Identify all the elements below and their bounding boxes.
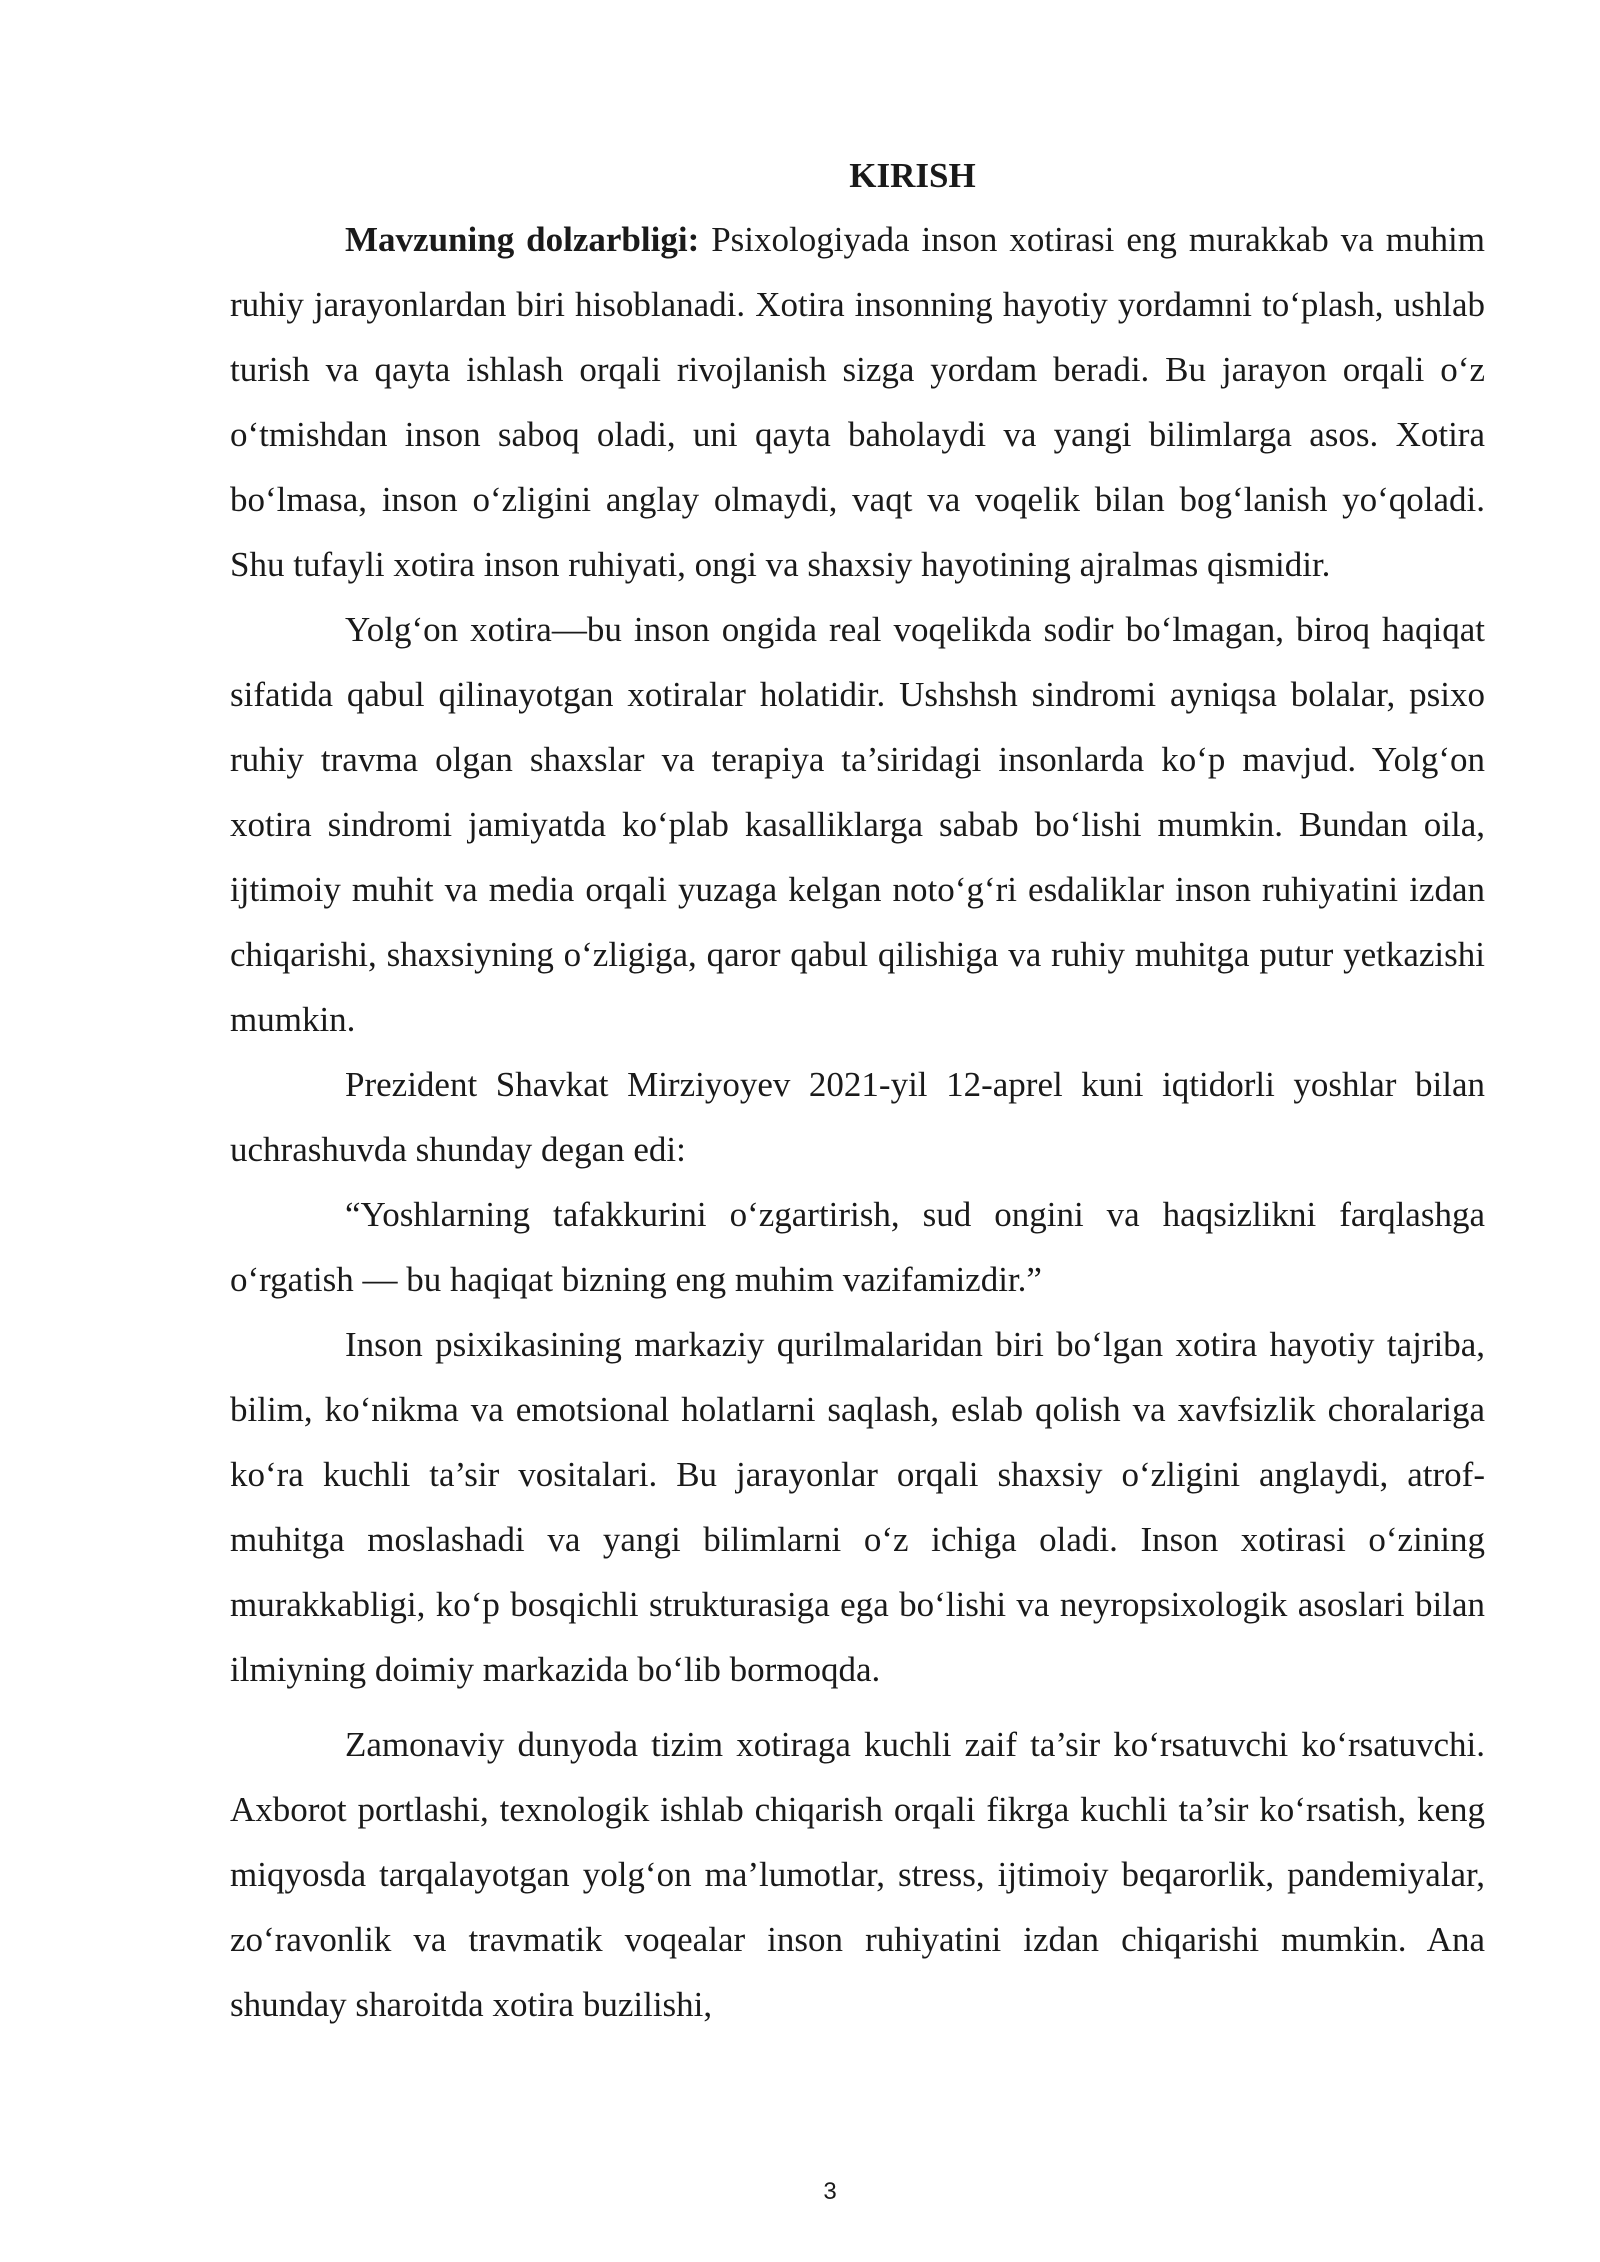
paragraph-modern-world: Zamonaviy dunyoda tizim xotiraga kuchli zaif ta’sir ko‘rsatuvchi ko‘rsatuvchi. Axborot portlashi, texnologik ishlab chiqarish orqali fikrga kuchli ta’sir ko‘rsatish, keng miqyosda tarqalayotgan yolg‘on ma’lumotlar, stress, ijtimoiy beqarorlik, pandemiyalar, zo‘ravonlik va travmatik voqealar inson ruhiyatini izdan chiqarishi mumkin. Ana shunday sharoitda xotira buzilishi,	[230, 1725, 1485, 2024]
page-body	[230, 145, 1485, 2037]
paragraph-psyche: Inson psixikasining markaziy qurilmalaridan biri bo‘lgan xotira hayotiy tajriba, bilim, ko‘nikma va emotsional holatlarni saqlash, eslab qolish va xavfsizlik choralariga ko‘ra kuchli ta’sir vositalari. Bu jarayonlar orqali shaxsiy o‘zligini anglaydi, atrof-muhitga moslashadi va yangi bilimlarni o‘z ichiga oladi. Inson xotirasi o‘zining murakkabligi, ko‘p bosqichli strukturasiga ega bo‘lishi va neyropsixologik asoslari bilan ilmiyning doimiy markazida bo‘lib bormoqda.	[230, 1325, 1485, 1689]
page-heading: KIRISH	[849, 156, 976, 195]
page-number: 3	[823, 2178, 837, 2205]
paragraph-lead: Mavzuning dolzarbligi:	[345, 220, 700, 259]
paragraph-text: Psixologiyada inson xotirasi eng murakkab va muhim ruhiy jarayonlardan biri hisoblanadi. Xotira insonning hayotiy yordamni to‘plash, ushlab turish va qayta ishlash orqali rivojlanish sizga yordam beradi. Bu jarayon orqali o‘z o‘tmishdan inson saboq oladi, uni qayta baholaydi va yangi bilimlarga asos. Xotira bo‘lmasa, inson o‘zligini anglay olmaydi, vaqt va voqelik bilan bog‘lanish yo‘qoladi. Shu tufayli xotira inson ruhiyati, ongi va shaxsiy hayotining ajralmas qismidir.	[230, 220, 1485, 584]
paragraph-false-memory: Yolg‘on xotira—bu inson ongida real voqelikda sodir bo‘lmagan, biroq haqiqat sifatida qabul qilinayotgan xotiralar holatidir. Ushshsh sindromi ayniqsa bolalar, psixo ruhiy travma olgan shaxslar va terapiya ta’siridagi insonlarda ko‘p mavjud. Yolg‘on xotira sindromi jamiyatda ko‘plab kasalliklarga sabab bo‘lishi mumkin. Bundan oila, ijtimoiy muhit va media orqali yuzaga kelgan noto‘g‘ri esdaliklar inson ruhiyatini izdan chiqarishi, shaxsiyning o‘zligiga, qaror qabul qilishiga va ruhiy muhitga putur yetkazishi mumkin.	[230, 610, 1485, 1039]
paragraph-president: Prezident Shavkat Mirziyoyev 2021-yil 12-aprel kuni iqtidorli yoshlar bilan uchrashuvda shunday degan edi:	[230, 1065, 1485, 1169]
paragraph-relevance	[230, 207, 1485, 597]
paragraph-quote: “Yoshlarning tafakkurini o‘zgartirish, sud ongini va haqsizlikni farqlashga o‘rgatish — bu haqiqat bizning eng muhim vazifamizdir.”	[230, 1195, 1485, 1299]
